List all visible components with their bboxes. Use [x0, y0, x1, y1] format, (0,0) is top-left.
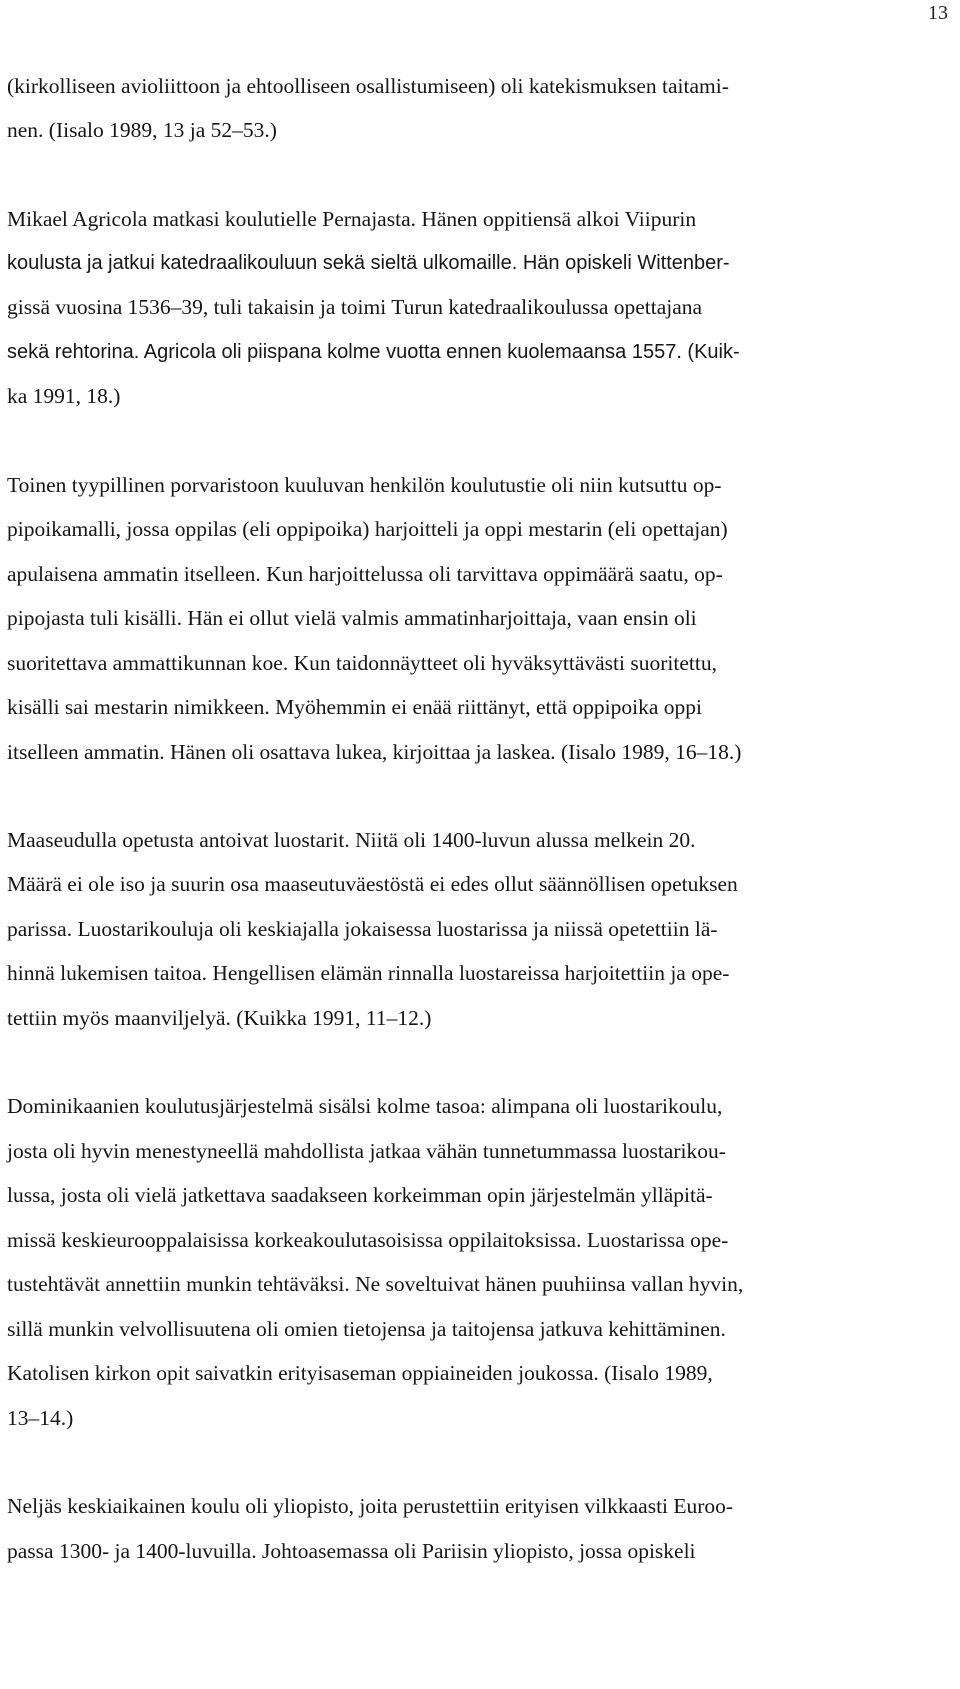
paragraph-6-line-2: passa 1300- ja 1400-luvuilla. Johtoasemassa oli Pariisin yliopisto, jossa opiskeli	[7, 1539, 696, 1563]
paragraph-1-line-1: (kirkolliseen avioliittoon ja ehtoolliseen osallistumiseen) oli katekismuksen taitami-	[7, 74, 729, 98]
paragraph-3-line-4: pipojasta tuli kisälli. Hän ei ollut vielä valmis ammatinharjoittaja, vaan ensin oli	[7, 606, 697, 630]
paragraph-3-line-7: itselleen ammatin. Hänen oli osattava lukea, kirjoittaa ja laskea. (Iisalo 1989, 16–18.)	[7, 740, 742, 764]
paragraph-4-line-5: tettiin myös maanviljelyä. (Kuikka 1991, 11–12.)	[7, 1006, 432, 1030]
paragraph-2-line-5: ka 1991, 18.)	[7, 384, 121, 408]
paragraph-4-line-1: Maaseudulla opetusta antoivat luostarit. Niitä oli 1400-luvun alussa melkein 20.	[7, 828, 696, 852]
paragraph-2-line-1: Mikael Agricola matkasi koulutielle Pernajasta. Hänen oppitiensä alkoi Viipurin	[7, 207, 697, 231]
paragraph-3-line-3: apulaisena ammatin itselleen. Kun harjoittelussa oli tarvittava oppimäärä saatu, op-	[7, 562, 723, 586]
paragraph-2-line-2: koulusta ja jatkui katedraalikouluun sekä sieltä ulkomaille. Hän opiskeli Wittenber-	[7, 252, 730, 274]
paragraph-5-line-6: sillä munkin velvollisuutena oli omien tietojensa ja taitojensa jatkuva kehittäminen.	[7, 1317, 726, 1341]
paragraph-5-line-3: lussa, josta oli vielä jatkettava saadakseen korkeimman opin järjestelmän ylläpitä-	[7, 1183, 713, 1207]
paragraph-3-line-2: pipoikamalli, jossa oppilas (eli oppipoika) harjoitteli ja oppi mestarin (eli opettajan)	[7, 517, 728, 541]
paragraph-5-line-7: Katolisen kirkon opit saivatkin erityisaseman oppiaineiden joukossa. (Iisalo 1989,	[7, 1361, 713, 1385]
paragraph-5-line-8: 13–14.)	[7, 1406, 74, 1430]
paragraph-1-line-2: nen. (Iisalo 1989, 13 ja 52–53.)	[7, 118, 277, 142]
paragraph-5-line-1: Dominikaanien koulutusjärjestelmä sisälsi kolme tasoa: alimpana oli luostarikoulu,	[7, 1094, 723, 1118]
paragraph-4-line-2: Määrä ei ole iso ja suurin osa maaseutuväestöstä ei edes ollut säännöllisen opetuksen	[7, 872, 738, 896]
paragraph-5-line-4: missä keskieurooppalaisissa korkeakoulutasoisissa oppilaitoksissa. Luostarissa ope-	[7, 1228, 729, 1252]
paragraph-3-line-6: kisälli sai mestarin nimikkeen. Myöhemmin ei enää riittänyt, että oppipoika oppi	[7, 695, 703, 719]
paragraph-2-line-3: gissä vuosina 1536–39, tuli takaisin ja toimi Turun katedraalikoulussa opettajana	[7, 295, 703, 319]
paragraph-2-line-4: sekä rehtorina. Agricola oli piispana kolme vuotta ennen kuolemaansa 1557. (Kuik-	[7, 341, 740, 363]
paragraph-4-line-3: parissa. Luostarikouluja oli keskiajalla jokaisessa luostarissa ja niissä opetettiin lä-	[7, 917, 718, 941]
paragraph-6-line-1: Neljäs keskiaikainen koulu oli yliopisto, joita perustettiin erityisen vilkkaasti Euroo-	[7, 1494, 734, 1518]
paragraph-5-line-2: josta oli hyvin menestyneellä mahdollista jatkaa vähän tunnetummassa luostarikou-	[7, 1139, 726, 1163]
paragraph-5-line-5: tustehtävät annettiin munkin tehtäväksi. Ne soveltuivat hänen puuhiinsa vallan hyvin,	[7, 1272, 744, 1296]
paragraph-3-line-1: Toinen tyypillinen porvaristoon kuuluvan henkilön koulutustie oli niin kutsuttu op-	[7, 473, 722, 497]
paragraph-3-line-5: suoritettava ammattikunnan koe. Kun taidonnäytteet oli hyväksyttävästi suoritettu,	[7, 651, 717, 675]
page-number: 13	[928, 2, 948, 24]
paragraph-4-line-4: hinnä lukemisen taitoa. Hengellisen elämän rinnalla luostareissa harjoitettiin ja ope-	[7, 961, 730, 985]
